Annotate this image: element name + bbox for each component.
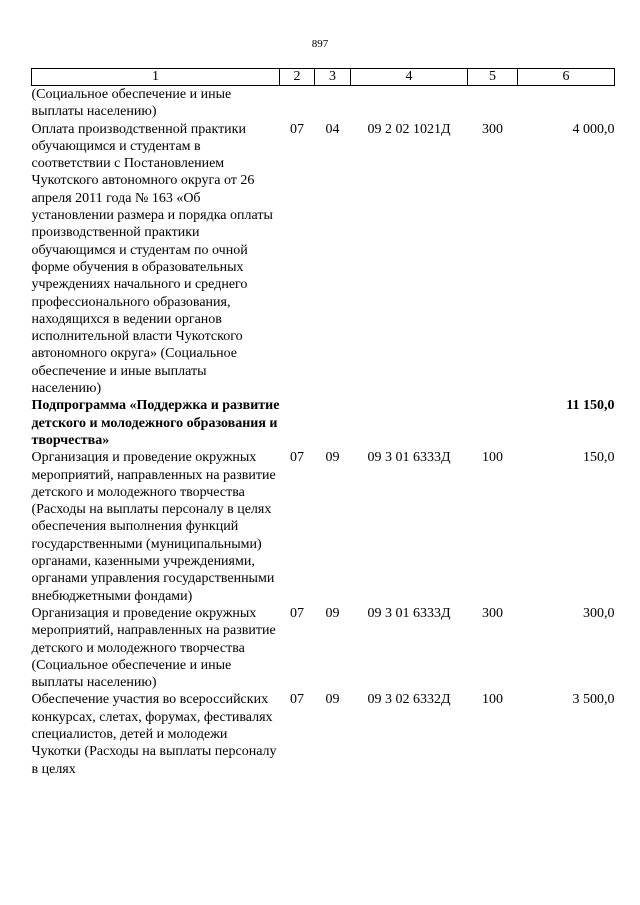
row-target: 09 3 02 6332Д <box>367 692 451 708</box>
row-target: 09 3 01 6333Д <box>367 605 451 621</box>
budget-table <box>31 68 615 778</box>
row-amount: 4 000,0 <box>572 121 615 137</box>
table-row <box>32 86 615 121</box>
table-row <box>32 605 615 691</box>
row-target <box>351 397 468 449</box>
row-amount: 3 500,0 <box>572 692 615 708</box>
row-section: 07 <box>290 121 304 137</box>
row-subsection: 09 <box>325 692 340 708</box>
row-type: 300 <box>482 121 503 137</box>
row-subsection <box>315 86 351 121</box>
column-header-1: 1 <box>32 69 280 86</box>
row-section: 07 <box>290 605 304 621</box>
row-type: 100 <box>482 450 503 466</box>
table-row <box>32 121 615 398</box>
row-section: 07 <box>290 692 304 708</box>
table-header-row <box>32 69 615 86</box>
row-amount: 150,0 <box>583 450 615 466</box>
row-name: Обеспечение участия во всероссийских конкурсах, слетах, форумах, фестивалях специалистов, детей и молодежи Чукотки (Расходы на выплаты персоналу в целях <box>31 692 277 777</box>
row-target: 09 3 01 6333Д <box>367 450 451 466</box>
column-header-6: 6 <box>518 69 615 86</box>
row-subsection: 04 <box>325 121 340 137</box>
page-number: 897 <box>311 38 329 50</box>
row-section <box>280 397 315 449</box>
row-subsection: 09 <box>325 605 340 621</box>
row-type <box>468 397 518 449</box>
table-row-subprogram <box>32 397 615 449</box>
row-subsection <box>315 397 351 449</box>
row-type: 100 <box>482 692 503 708</box>
column-header-5: 5 <box>468 69 518 86</box>
row-section: 07 <box>290 450 304 466</box>
column-header-4: 4 <box>351 69 468 86</box>
row-amount <box>518 86 615 121</box>
row-amount: 300,0 <box>583 605 615 621</box>
row-section <box>280 86 315 121</box>
column-header-3: 3 <box>315 69 351 86</box>
row-name: (Социальное обеспечение и иные выплаты населению) <box>31 87 232 120</box>
row-name: Организация и проведение окружных мероприятий, направленных на развитие детского и молодежного творчества (Расходы на выплаты персоналу в целях обеспечения выполнения функций государственными (муниципальными) органами, казенными учреждениями, органами управления государственными внебюджетными фондами) <box>31 450 276 604</box>
table-row <box>32 691 615 777</box>
row-subsection: 09 <box>325 450 340 466</box>
row-type <box>468 86 518 121</box>
row-name: Организация и проведение окружных мероприятий, направленных на развитие детского и молодежного творчества (Социальное обеспечение и иные выплаты населению) <box>31 605 276 691</box>
row-target <box>351 86 468 121</box>
row-amount: 11 150,0 <box>566 398 615 414</box>
column-header-2: 2 <box>280 69 315 86</box>
row-name: Оплата производственной практики обучающимся и студентам в соответствии с Постановлением Чукотского автономного округа от 26 апреля 2011 года № 163 «Об установлении размера и порядка оплаты производственной практики обучающимся и студентам по очной форме обучения в образовательных учреждениях начального и среднего профессионального образования, находящихся в ведении органов исполнительной власти Чукотского автономного округа» (Социальное обеспечение и иные выплаты населению) <box>31 121 273 397</box>
row-name: Подпрограмма «Поддержка и развитие детского и молодежного образования и творчества» <box>31 398 280 448</box>
row-target: 09 2 02 1021Д <box>367 121 451 137</box>
table-row <box>32 449 615 605</box>
row-type: 300 <box>482 605 503 621</box>
